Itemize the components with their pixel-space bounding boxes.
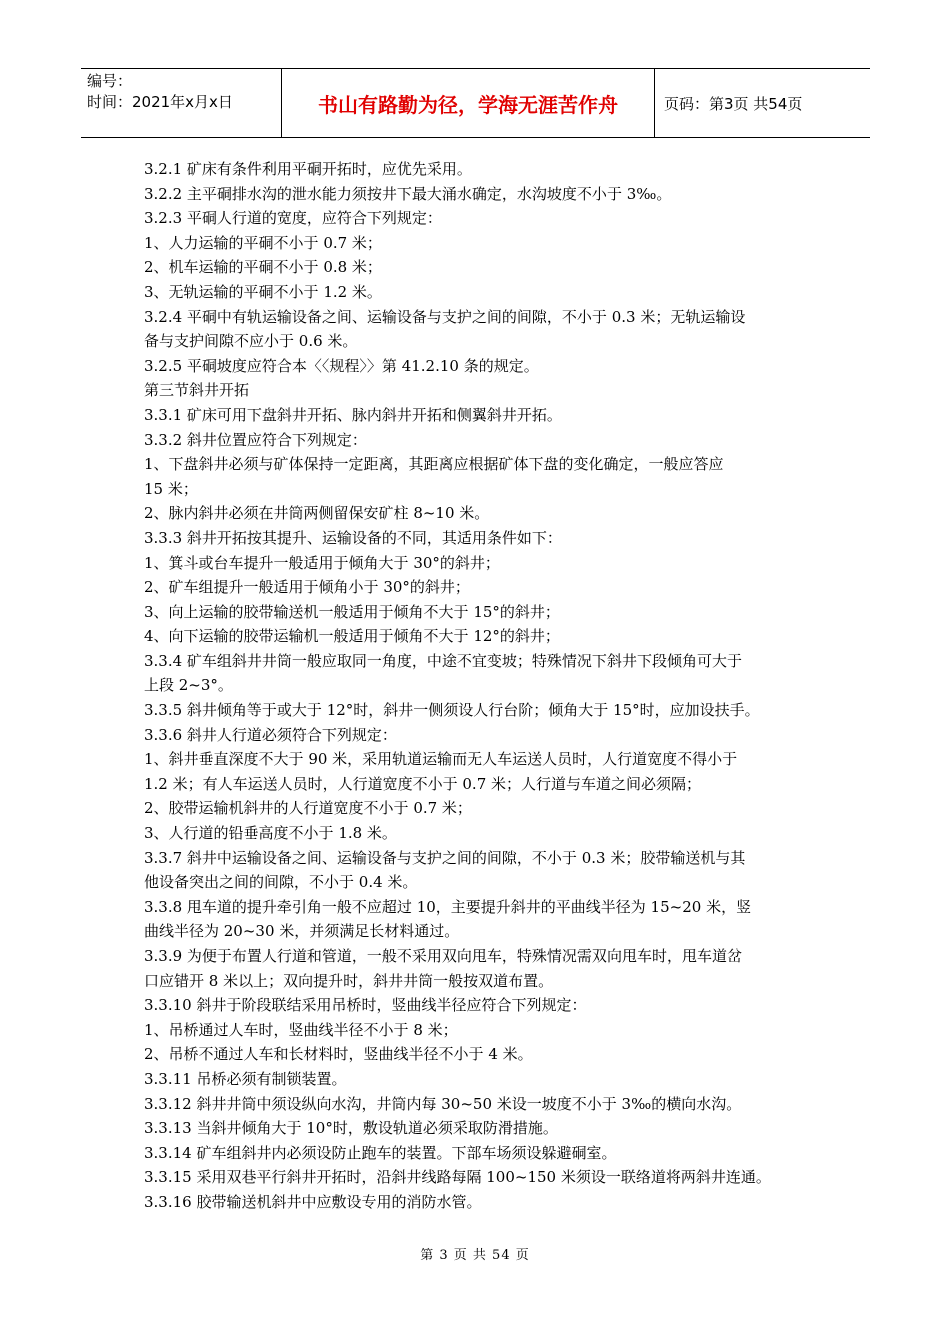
text-line: 2、胶带运输机斜井的人行道宽度不小于 0.7 米； [144,799,472,818]
page-footer: 第 3 页 共 54 页 [420,1248,530,1263]
text-line: 1、吊桥通过人车时，竖曲线半径不小于 8 米； [144,1020,458,1039]
text-line: 3、人行道的铅垂高度不小于 1.8 米。 [144,824,397,843]
text-line: 第三节斜井开拓 [144,381,250,400]
text-line: 3、无轨运输的平硐不小于 1.2 米。 [144,282,382,301]
text-line: 2、矿车组提升一般适用于倾角小于 30°的斜井； [144,578,470,597]
text-line: 口应错开 8 米以上；双向提升时，斜井井筒一般按双道布置。 [144,971,554,990]
text-line: 3.3.14 矿车组斜井内必须设防止跑车的装置。下部车场须设躲避硐室。 [144,1143,617,1162]
text-line: 3.2.3 平硐人行道的宽度，应符合下列规定： [144,209,442,228]
text-line: 2、吊桥不通过人车和长材料时，竖曲线半径不小于 4 米。 [144,1045,533,1064]
text-line: 3.2.4 平硐中有轨运输设备之间、运输设备与支护之间的间隙，不小于 0.3 米；无轨运输设 [144,307,746,326]
text-line: 3.3.10 斜井于阶段联结采用吊桥时，竖曲线半径应符合下列规定： [144,996,587,1015]
text-line: 曲线半径为 20~30 米，并须满足长材料通过。 [144,922,460,941]
text-line: 4、向下运输的胶带运输机一般适用于倾角不大于 12°的斜井； [144,627,560,646]
text-line: 1、人力运输的平硐不小于 0.7 米； [144,233,382,252]
text-line: 2、机车运输的平硐不小于 0.8 米； [144,258,382,277]
text-line: 3.3.2 斜井位置应符合下列规定： [144,430,367,449]
text-line: 3.3.12 斜井井筒中须设纵向水沟，井筒内每 30~50 米设一坡度不小于 3‰的横向水沟。 [144,1094,742,1113]
text-line: 2、脉内斜井必须在井筒两侧留保安矿柱 8~10 米。 [144,504,490,523]
text-line: 1、斜井垂直深度不大于 90 米，采用轨道运输而无人车运送人员时，人行道宽度不得小于 [144,750,738,769]
text-line: 3.3.4 矿车组斜井井筒一般应取同一角度，中途不宜变坡；特殊情况下斜井下段倾角可大于 [144,651,742,670]
text-line: 3.3.5 斜井倾角等于或大于 12°时，斜井一侧须设人行台阶；倾角大于 15°时，应加设扶手。 [144,701,760,720]
text-line: 3.3.7 斜井中运输设备之间、运输设备与支护之间的间隙，不小于 0.3 米；胶带输送机与其 [144,848,746,867]
header-motto: 书山有路勤为径，学海无涯苦作舟 [282,69,655,137]
text-line: 3.2.5 平硐坡度应符合本〈〈规程〉〉第 41.2.10 条的规定。 [144,356,539,375]
text-line: 1、箕斗或台车提升一般适用于倾角大于 30°的斜井； [144,553,500,572]
text-line: 15 米； [144,479,198,498]
text-line: 上段 2~3°。 [144,676,233,695]
text-line: 3、向上运输的胶带输送机一般适用于倾角不大于 15°的斜井； [144,602,560,621]
text-line: 3.3.15 采用双巷平行斜井开拓时，沿斜井线路每隔 100~150 米须设一联络道将两斜井连通。 [144,1168,771,1187]
text-line: 1.2 米；有人车运送人员时，人行道宽度不小于 0.7 米；人行道与车道之间必须隔； [144,774,702,793]
text-line: 3.3.11 吊桥必须有制锁装置。 [144,1069,347,1088]
text-line: 3.2.2 主平硐排水沟的泄水能力须按井下最大涌水确定，水沟坡度不小于 3‰。 [144,184,672,203]
text-line: 3.3.1 矿床可用下盘斜井开拓、脉内斜井开拓和侧翼斜井开拓。 [144,405,562,424]
document-date: 时间：2021年x月x日 [87,93,233,111]
header-meta [81,69,282,137]
text-line: 3.3.8 甩车道的提升牵引角一般不应超过 10，主要提升斜井的平曲线半径为 15~20 米，竖 [144,897,752,916]
text-line: 1、下盘斜井必须与矿体保持一定距离，其距离应根据矿体下盘的变化确定，一般应答应 [144,455,724,474]
text-line: 3.3.13 当斜井倾角大于 10°时，敷设轨道必须采取防滑措施。 [144,1119,558,1138]
text-line: 3.3.6 斜井人行道必须符合下列规定： [144,725,397,744]
text-line: 3.3.3 斜井开拓按其提升、运输设备的不同，其适用条件如下： [144,528,562,547]
text-line: 3.3.16 胶带输送机斜井中应敷设专用的消防水管。 [144,1192,482,1211]
document-body [144,157,809,1215]
page-header [81,68,870,138]
header-page-info: 页码：第3页 共54页 [664,94,803,113]
text-line: 他设备突出之间的间隙，不小于 0.4 米。 [144,873,418,892]
text-line: 3.3.9 为便于布置人行道和管道，一般不采用双向甩车，特殊情况需双向甩车时，甩车道岔 [144,947,742,965]
text-line: 备与支护间隙不应小于 0.6 米。 [144,332,358,351]
text-line: 3.2.1 矿床有条件利用平硐开拓时，应优先采用。 [144,160,472,178]
document-number: 编号： [87,72,133,90]
